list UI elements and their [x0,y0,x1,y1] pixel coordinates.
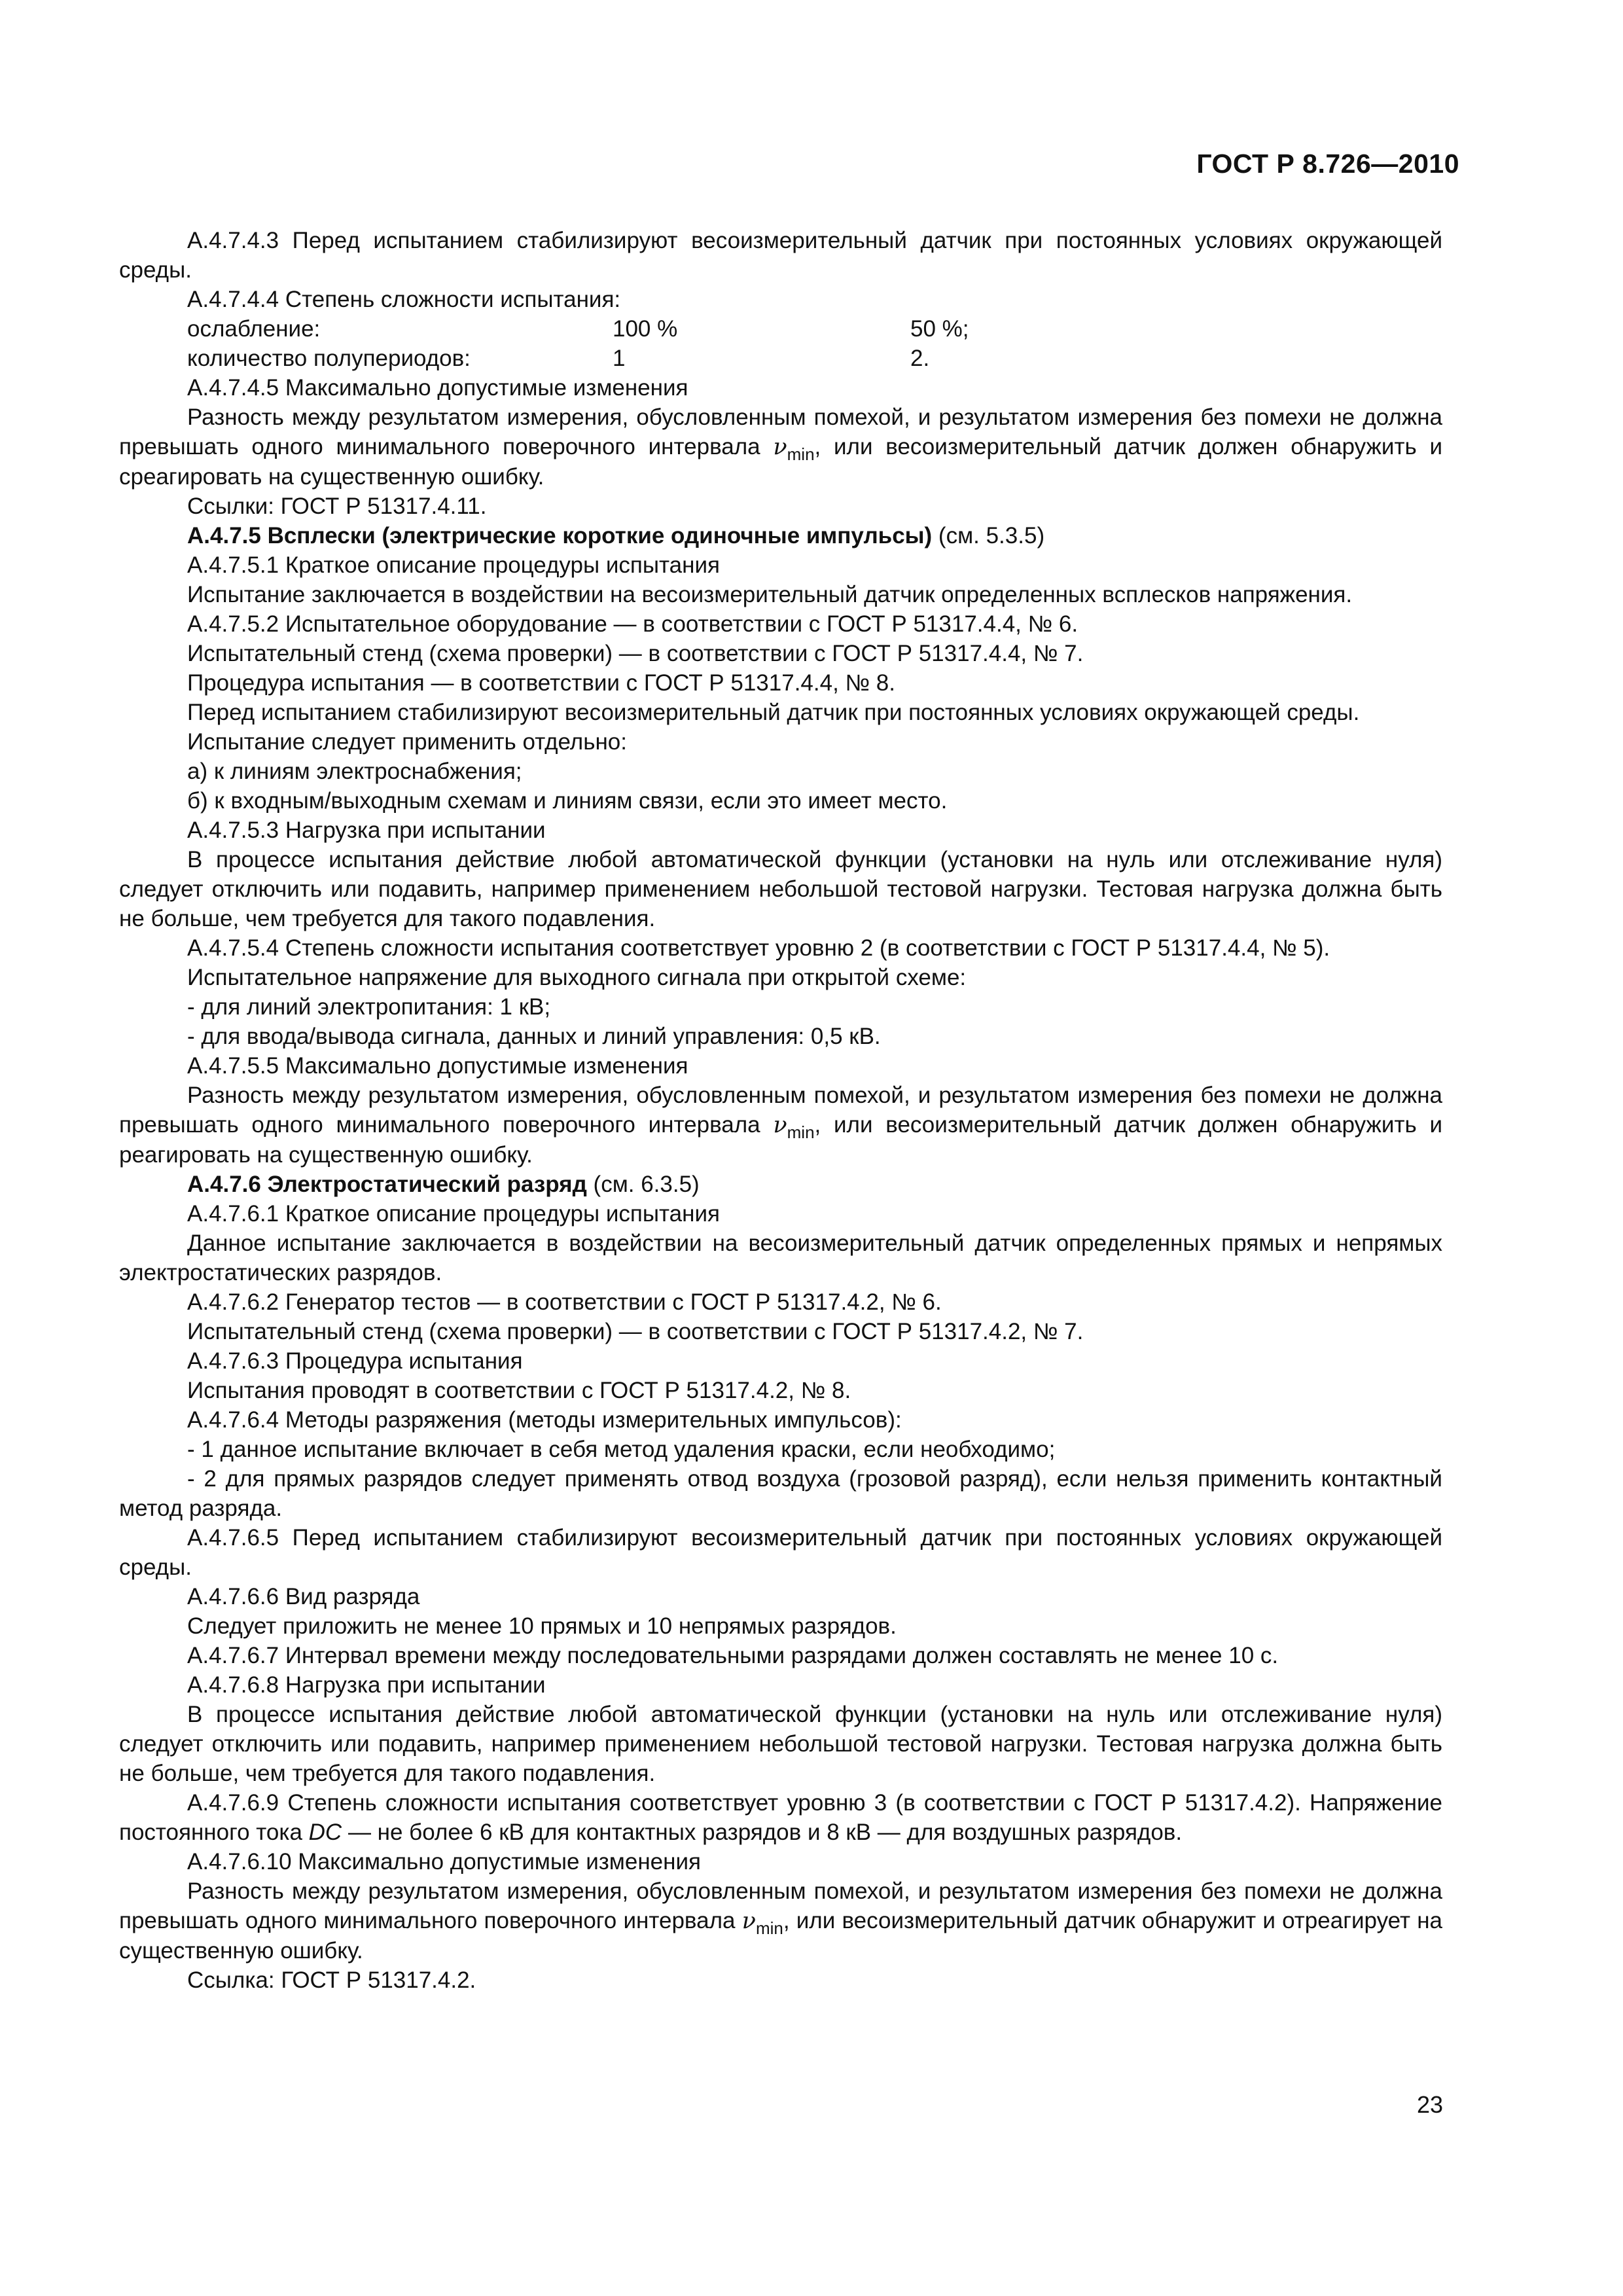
paragraph: А.4.7.5.4 Степень сложности испытания соответствует уровню 2 (в соответствии с ГОСТ Р 51317.4.4, № 5). [187,935,1330,961]
paragraph: Данное испытание заключается в воздействии на весоизмерительный датчик определенных прямых и непрямых электростатических разрядов. [119,1230,1442,1285]
paragraph: Разность между результатом измерения, обусловленным помехой, и результатом измерения без помехи не должна превышать одного минимального поверочного интервала $\nu_{min}$, или весоизмерительный датчик должен обнаружить и среагировать на существенную ошибку. [119,404,1442,490]
paragraph: А.4.7.5.1 Краткое описание процедуры испытания [187,552,720,578]
cell: 1 [613,346,626,371]
severity-row-halfperiods [119,344,1442,373]
paragraph: А.4.7.6.8 Нагрузка при испытании [187,1672,546,1698]
paragraph: А.4.7.6.6 Вид разряда [187,1584,420,1609]
section-heading-a476: А.4.7.6 Электростатический разряд (см. 6.3.5) [187,1172,700,1197]
paragraph: А.4.7.6.1 Краткое описание процедуры испытания [187,1201,720,1227]
cell: количество полупериодов: [187,346,471,371]
paragraph: Ссылки: ГОСТ Р 51317.4.11. [187,493,487,519]
standard-header: ГОСТ Р 8.726—2010 [1196,149,1459,179]
paragraph: Испытательный стенд (схема проверки) — в соответствии с ГОСТ Р 51317.4.4, № 7. [187,641,1084,666]
paragraph: А.4.7.6.3 Процедура испытания [187,1348,523,1374]
paragraph: А.4.7.4.4 Степень сложности испытания: [187,287,621,312]
paragraph: А.4.7.6.7 Интервал времени между последовательными разрядами должен составлять не менее 10 с. [187,1643,1279,1668]
cell: ослабление: [187,316,321,342]
paragraph: Ссылка: ГОСТ Р 51317.4.2. [187,1967,476,1993]
list-item: - 1 данное испытание включает в себя метод удаления краски, если необходимо; [187,1437,1056,1462]
paragraph: Разность между результатом измерения, обусловленным помехой, и результатом измерения без помехи не должна превышать одного минимального поверочного интервала $\nu_{min}$, или весоизмерительный датчик обнаружит и отреагирует на существенную ошибку. [119,1878,1442,1964]
paragraph: Процедура испытания — в соответствии с ГОСТ Р 51317.4.4, № 8. [187,670,895,696]
section-heading-a475: А.4.7.5 Всплески (электрические короткие одиночные импульсы) (см. 5.3.5) [187,523,1045,548]
severity-row-attenuation [119,314,1442,344]
document-body [119,226,1442,1995]
paragraph: Испытательное напряжение для выходного сигнала при открытой схеме: [187,965,967,990]
paragraph: А.4.7.6.10 Максимально допустимые изменения [187,1849,701,1874]
paragraph: Испытательный стенд (схема проверки) — в соответствии с ГОСТ Р 51317.4.2, № 7. [187,1319,1084,1344]
paragraph: А.4.7.6.9 Степень сложности испытания соответствует уровню 3 (в соответствии с ГОСТ Р 51317.4.2). Напряжение постоянного тока DC — не более 6 кВ для контактных разрядов и 8 кВ — для воздушных разрядов. [119,1790,1442,1845]
list-item: а) к линиям электроснабжения; [187,759,522,784]
cell: 2. [910,346,930,371]
paragraph: А.4.7.5.3 Нагрузка при испытании [187,817,546,843]
paragraph: А.4.7.6.2 Генератор тестов — в соответствии с ГОСТ Р 51317.4.2, № 6. [187,1289,942,1315]
list-item: б) к входным/выходным схемам и линиям связи, если это имеет место. [187,788,948,814]
paragraph: А.4.7.4.3 Перед испытанием стабилизируют весоизмерительный датчик при постоянных условиях окружающей среды. [119,228,1442,283]
paragraph: В процессе испытания действие любой автоматической функции (установки на нуль или отслеживание нуля) следует отключить или подавить, например применением небольшой тестовой нагрузки. Тестовая нагрузка должна быть не больше, чем требуется для такого подавления. [119,847,1442,931]
paragraph: В процессе испытания действие любой автоматической функции (установки на нуль или отслеживание нуля) следует отключить или подавить, например применением небольшой тестовой нагрузки. Тестовая нагрузка должна быть не больше, чем требуется для такого подавления. [119,1702,1442,1786]
paragraph: Испытание заключается в воздействии на весоизмерительный датчик определенных всплесков напряжения. [187,582,1353,607]
list-item: - для линий электропитания: 1 кВ; [187,994,551,1020]
paragraph: Испытание следует применить отдельно: [187,729,627,755]
paragraph: А.4.7.4.5 Максимально допустимые изменения [187,375,688,401]
paragraph: А.4.7.6.4 Методы разряжения (методы измерительных импульсов): [187,1407,902,1433]
paragraph: А.4.7.5.5 Максимально допустимые изменения [187,1053,688,1079]
paragraph: Перед испытанием стабилизируют весоизмерительный датчик при постоянных условиях окружающей среды. [187,700,1360,725]
list-item: - 2 для прямых разрядов следует применять отвод воздуха (грозовой разряд), если нельзя применить контактный метод разряда. [119,1466,1442,1521]
cell: 50 %; [910,316,969,342]
paragraph: А.4.7.6.5 Перед испытанием стабилизируют весоизмерительный датчик при постоянных условиях окружающей среды. [119,1525,1442,1580]
page-number: 23 [1416,2091,1443,2118]
paragraph: Разность между результатом измерения, обусловленным помехой, и результатом измерения без помехи не должна превышать одного минимального поверочного интервала $\nu_{min}$, или весоизмерительный датчик должен обнаружить и реагировать на существенную ошибку. [119,1083,1442,1168]
cell: 100 % [613,316,678,342]
paragraph: Испытания проводят в соответствии с ГОСТ Р 51317.4.2, № 8. [187,1378,851,1403]
paragraph: Следует приложить не менее 10 прямых и 10 непрямых разрядов. [187,1613,897,1639]
paragraph: А.4.7.5.2 Испытательное оборудование — в соответствии с ГОСТ Р 51317.4.4, № 6. [187,611,1079,637]
list-item: - для ввода/вывода сигнала, данных и линий управления: 0,5 кВ. [187,1024,881,1049]
